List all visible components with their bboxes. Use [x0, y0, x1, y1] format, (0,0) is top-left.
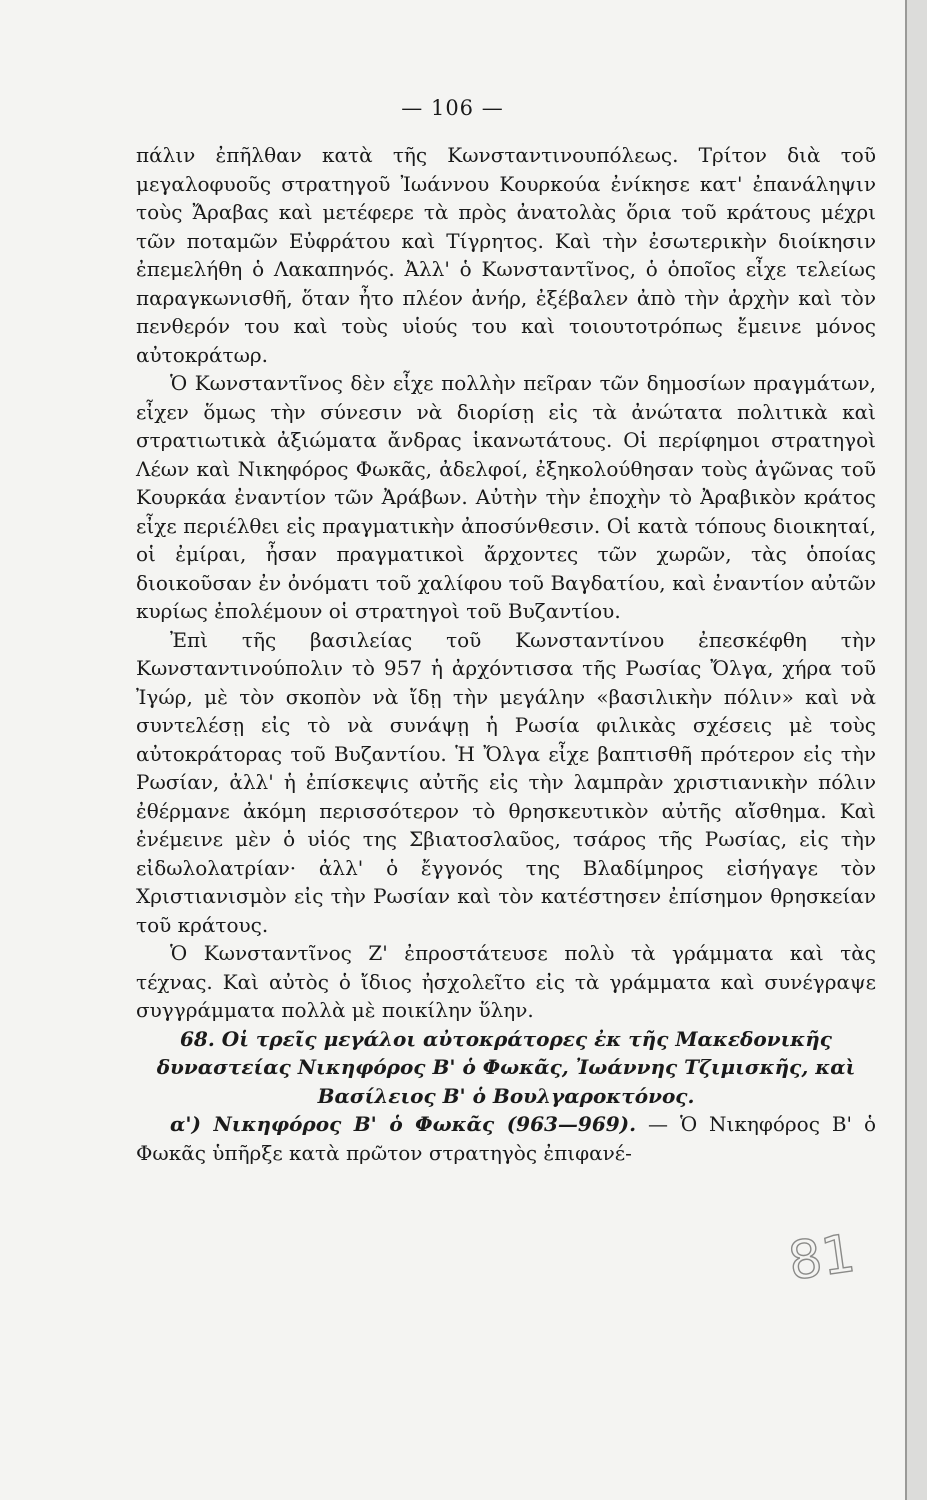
section-heading: [136, 1025, 876, 1111]
subsection-title: α') Νικηφόρος Β' ὁ Φωκᾶς (963—969).: [170, 1112, 637, 1136]
pencil-margin-mark-text: 81: [784, 1223, 859, 1293]
paragraph-4: Ὁ Κωνσταντῖνος Ζ' ἐπροστάτευσε πολὺ τὰ γράμματα καὶ τὰς τέχνας. Καὶ αὐτὸς ὁ ἴδιος ἠσχολεῖτο εἰς τὰ γράμματα καὶ συνέγραψε συγγράμματα πολλὰ μὲ ποικίλην ὕλην.: [136, 941, 876, 1022]
paragraph-1: πάλιν ἐπῆλθαν κατὰ τῆς Κωνσταντινουπόλεως. Τρίτον διὰ τοῦ μεγαλοφυοῦς στρατηγοῦ Ἰωάννου Κουρκούα ἐνίκησε κατ' ἐπανάληψιν τοὺς Ἄραβας καὶ μετέφερε τὰ πρὸς ἀνατολὰς ὅρια τοῦ κράτους μέχρι τῶν ποταμῶν Εὐφράτου καὶ Τίγρητος. Καὶ τὴν ἐσωτερικὴν διοίκησιν ἐπεμελήθη ὁ Λακαπηνός. Ἀλλ' ὁ Κωνσταντῖνος, ὁ ὁποῖος εἶχε τελείως παραγκωνισθῆ, ὅταν ἦτο πλέον ἀνήρ, ἐξέβαλεν ἀπὸ τὴν ἀρχὴν καὶ τὸν πενθερόν του καὶ τοὺς υἱούς του καὶ τοιουτοτρόπως ἔμεινε μόνος αὐτοκράτωρ.: [136, 143, 876, 367]
page-body: [136, 141, 876, 1167]
adjacent-page-edge: [905, 0, 927, 1500]
paragraph-3: Ἐπὶ τῆς βασιλείας τοῦ Κωνσταντίνου ἐπεσκέφθη τὴν Κωνσταντινούπολιν τὸ 957 ἡ ἀρχόντισσα τῆς Ρωσίας Ὄλγα, χήρα τοῦ Ἰγώρ, μὲ τὸν σκοπὸν νὰ ἴδῃ τὴν μεγάλην «βασιλικὴν πόλιν» καὶ νὰ συντελέσῃ εἰς τὸ νὰ συνάψῃ ἡ Ρωσία φιλικὰς σχέσεις μὲ τοὺς αὐτοκράτορας τοῦ Βυζαντίου. Ἡ Ὄλγα εἶχε βαπτισθῆ πρότερον εἰς τὴν Ρωσίαν, ἀλλ' ἡ ἐπίσκεψις αὐτῆς εἰς τὴν λαμπρὰν χριστιανικὴν πόλιν ἐθέρμανε ἀκόμη περισσότερον τὸ θρησκευτικὸν αὐτῆς αἴσθημα. Καὶ ἐνέμεινε μὲν ὁ υἱός της Σβιατοσλαῦος, τσάρος τῆς Ρωσίας, εἰς τὴν εἰδωλολατρίαν· ἀλλ' ὁ ἔγγονός της Βλαδίμηρος εἰσήγαγε τὸν Χριστιανισμὸν εἰς τὴν Ρωσίαν καὶ τὸν κατέστησεν ἐπίσημον θρησκείαν τοῦ κράτους.: [136, 627, 876, 937]
subsection-text: — Ὁ Νικηφόρος Β' ὁ Φωκᾶς ὑπῆρξε κατὰ πρῶτον στρατηγὸς ἐπιφανέ-: [136, 1112, 876, 1165]
paragraph-2: Ὁ Κωνσταντῖνος δὲν εἶχε πολλὴν πεῖραν τῶν δημοσίων πραγμάτων, εἶχεν ὅμως τὴν σύνεσιν νὰ διορίσῃ εἰς τὰ ἀνώτατα πολιτικὰ καὶ στρατιωτικὰ ἀξιώματα ἄνδρας ἱκανωτάτους. Οἱ περίφημοι στρατηγοὶ Λέων καὶ Νικηφόρος Φωκᾶς, ἀδελφοί, ἐξηκολούθησαν τοὺς ἀγῶνας τοῦ Κουρκάα ἐναντίον τῶν Ἀράβων. Αὐτὴν τὴν ἐποχὴν τὸ Ἀραβικὸν κράτος εἶχε περιέλθει εἰς πραγματικὴν ἀποσύνθεσιν. Οἱ κατὰ τόπους διοικηταί, οἱ ἐμίραι, ἦσαν πραγματικοὶ ἄρχοντες τῶν χωρῶν, τὰς ὁποίας διοικοῦσαν ἐν ὀνόματι τοῦ χαλίφου τοῦ Βαγδατίου, καὶ ἐναντίον αὐτῶν κυρίως ἐπολέμουν οἱ στρατηγοὶ τοῦ Βυζαντίου.: [136, 371, 876, 623]
section-heading-text: 68. Οἱ τρεῖς μεγάλοι αὐτοκράτορες ἐκ τῆς Μακεδονικῆς δυναστείας Νικηφόρος Β' ὁ Φωκᾶς, Ἰωάννης Τζιμισκῆς, καὶ Βασίλειος Β' ὁ Βουλγαροκτόνος.: [156, 1026, 856, 1108]
pencil-margin-mark: [784, 1215, 859, 1305]
subsection-paragraph: [136, 1110, 876, 1167]
page-number: — 106 —: [401, 96, 504, 120]
